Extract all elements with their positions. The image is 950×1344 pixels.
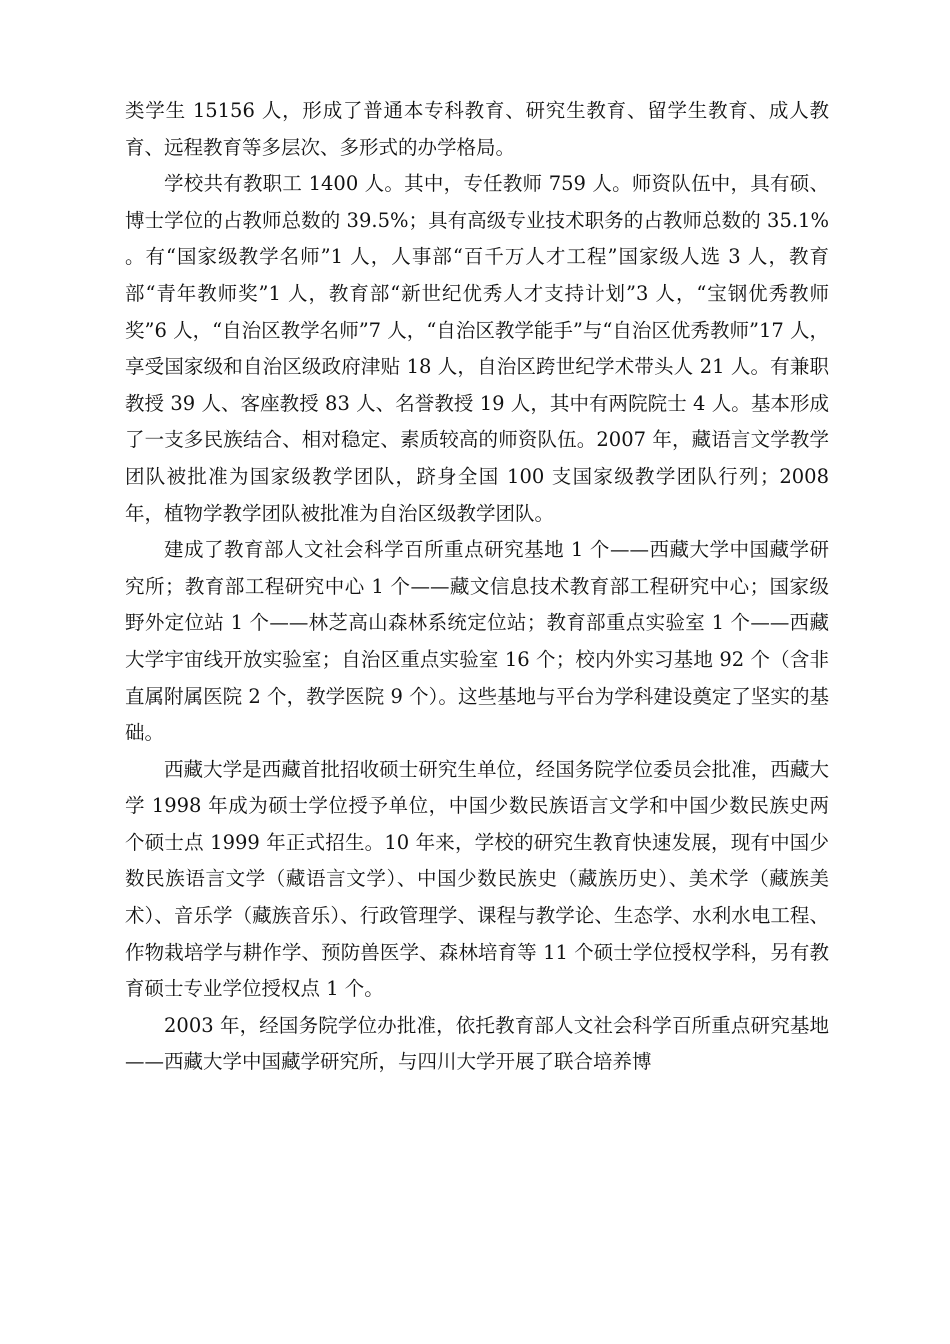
paragraph-doctoral-training: 2003 年，经国务院学位办批准，依托教育部人文社会科学百所重点研究基地——西藏大学中国藏学研究所，与四川大学开展了联合培养博 — [125, 1013, 829, 1074]
paragraph-faculty: 学校共有教职工 1400 人。其中，专任教师 759 人。师资队伍中，具有硕、博士学位的占教师总数的 39.5%；具有高级专业技术职务的占教师总数的 35.1% 。有“国家级教学名师”1 人，人事部“百千万人才工程”国家级人选 3 人，教育部“青年教师奖”1 人，教育部“新世纪优秀人才支持计划”3 人，“宝钢优秀教师奖”6 人，“自治区教学名师”7 人，“自治区教学能手”与“自治区优秀教师”17 人，享受国家级和自治区级政府津贴 18 人，自治区跨世纪学术带头人 21 人。有兼职教授 39 人、客座教授 83 人、名誉教授 19 人，其中有两院院士 4 人。基本形成了一支多民族结合、相对稳定、素质较高的师资队伍。2007 年，藏语言文学教学团队被批准为国家级教学团队，跻身全国 100 支国家级教学团队行列；2008 年，植物学教学团队被批准为自治区级教学团队。 — [125, 172, 829, 525]
paragraph-graduate-education: 西藏大学是西藏首批招收硕士研究生单位，经国务院学位委员会批准，西藏大学 1998 年成为硕士学位授予单位，中国少数民族语言文学和中国少数民族史两个硕士点 1999 年正式招生。10 年来，学校的研究生教育快速发展，现有中国少数民族语言文学（藏语言文学）、中国少数民族史（藏族历史）、美术学（藏族美术）、音乐学（藏族音乐）、行政管理学、课程与教学论、生态学、水利水电工程、作物栽培学与耕作学、预防兽医学、森林培育等 11 个硕士学位授权学科，另有教育硕士专业学位授权点 1 个。 — [125, 757, 829, 1001]
body-text — [125, 93, 829, 1081]
paragraph-research-bases: 建成了教育部人文社会科学百所重点研究基地 1 个——西藏大学中国藏学研究所；教育部工程研究中心 1 个——藏文信息技术教育部工程研究中心；国家级野外定位站 1 个——林芝高山森林系统定位站；教育部重点实验室 1 个——西藏大学宇宙线开放实验室；自治区重点实验室 16 个；校内外实习基地 92 个（含非直属附属医院 2 个，教学医院 9 个）。这些基地与平台为学科建设奠定了坚实的基础。 — [125, 538, 829, 745]
paragraph-continued: 类学生 15156 人，形成了普通本专科教育、研究生教育、留学生教育、成人教育、远程教育等多层次、多形式的办学格局。 — [125, 99, 829, 159]
